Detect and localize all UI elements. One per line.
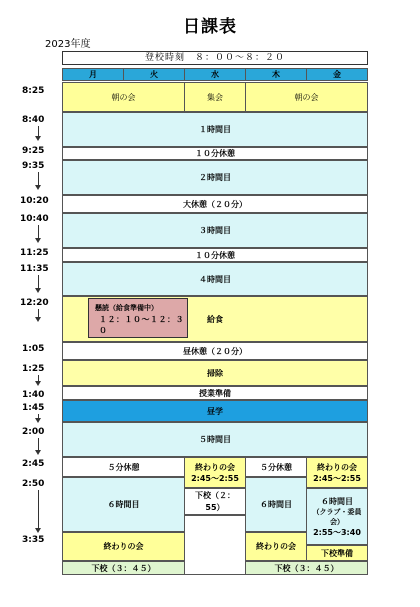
header-friday: 金	[306, 68, 368, 81]
dismissal-mon-tue: 下校（３：４５）	[62, 561, 185, 575]
period-6-fri-time: 2:55～3:40	[313, 527, 361, 537]
time-label: 10:20	[20, 196, 49, 206]
time-label: 10:40	[20, 214, 49, 224]
break-5min-thu: ５分休憩	[245, 457, 307, 477]
lunch-break: 昼休憩（２０分）	[62, 342, 368, 360]
time-label: 11:35	[20, 264, 49, 274]
time-label: 1:25	[22, 364, 45, 374]
period-1: １時間目	[62, 112, 368, 147]
page-title: 日課表	[183, 17, 237, 37]
arrow-down-icon	[35, 136, 41, 141]
closing-meeting-thu: 終わりの会	[245, 532, 307, 561]
arrow-line	[38, 438, 39, 450]
time-label: 9:35	[22, 161, 45, 171]
reading-time-box	[88, 298, 188, 338]
arrow-down-icon	[35, 238, 41, 243]
morning-meeting-mon-tue: 朝の会	[62, 82, 185, 112]
break-5min-mon-tue: ５分休憩	[62, 457, 185, 477]
period-4: ４時間目	[62, 262, 368, 296]
period-6-mon-tue: ６時間目	[62, 477, 185, 532]
break-10min: １０分休憩	[62, 147, 368, 160]
arrow-line	[38, 225, 39, 238]
period-3: ３時間目	[62, 213, 368, 248]
arrow-down-icon	[35, 528, 41, 533]
cleaning: 掃除	[62, 360, 368, 386]
period-5: ５時間目	[62, 422, 368, 457]
period-2: ２時間目	[62, 160, 368, 195]
break-10min: １０分休憩	[62, 248, 368, 262]
period-6-thu: ６時間目	[245, 477, 307, 532]
reading-label: 懸読（給食準備中）	[95, 304, 158, 312]
period-6-fri-label: ６時間目	[321, 496, 353, 506]
time-label: 3:35	[22, 535, 45, 545]
morning-meeting-thu-fri: 朝の会	[245, 82, 368, 112]
dismissal-thu-fri: 下校（３：４５）	[245, 561, 368, 575]
time-label: 9:25	[22, 146, 45, 156]
assembly-wed: 集会	[184, 82, 246, 112]
closing-fri-label: 終わりの会	[317, 462, 357, 472]
long-break: 大休憩（２０分）	[62, 195, 368, 213]
time-label: 8:40	[22, 115, 45, 125]
class-prep: 授業準備	[62, 386, 368, 400]
arrow-down-icon	[35, 317, 41, 322]
time-label: 2:00	[22, 427, 45, 437]
empty-wed	[184, 515, 246, 575]
closing-fri-time: 2:45～2:55	[313, 473, 361, 483]
arrow-down-icon	[35, 381, 41, 386]
arrow-line	[38, 309, 39, 317]
arrow-line	[38, 172, 39, 185]
time-label: 2:45	[22, 459, 45, 469]
dismissal-wed: 下校（２： 55）	[184, 488, 246, 515]
arrow-down-icon	[35, 185, 41, 190]
arrow-down-icon	[35, 418, 41, 423]
header-thursday: 木	[245, 68, 307, 81]
header-monday: 月	[62, 68, 124, 81]
time-label: 8:25	[22, 86, 45, 96]
arrival-time: 登校時刻 ８：００～８：２０	[62, 51, 368, 65]
dismissal-prep-fri: 下校準備	[306, 545, 368, 561]
header-wednesday: 水	[184, 68, 246, 81]
time-label: 1:45	[22, 403, 45, 413]
time-label: 12:20	[20, 298, 49, 308]
period-6-fri-sub: （クラブ・委員 会）	[312, 507, 362, 526]
lunch-label: 給食	[207, 314, 223, 324]
study: 昼学	[62, 400, 368, 422]
time-label: 1:40	[22, 390, 45, 400]
time-label: 11:25	[20, 248, 49, 258]
time-label: 2:50	[22, 479, 45, 489]
closing-meeting-wed	[184, 457, 246, 488]
arrow-line	[38, 275, 39, 288]
period-6-fri	[306, 488, 368, 545]
arrow-line	[38, 126, 39, 136]
header-tuesday: 火	[123, 68, 185, 81]
arrow-down-icon	[35, 288, 41, 293]
time-label: 1:05	[22, 344, 45, 354]
reading-time: １２：１０～１２：３０	[99, 315, 184, 335]
closing-wed-label: 終わりの会	[195, 462, 235, 472]
closing-wed-time: 2:45～2:55	[191, 473, 239, 483]
closing-meeting-mon-tue: 終わりの会	[62, 532, 185, 561]
arrow-line	[38, 490, 39, 528]
closing-meeting-fri	[306, 457, 368, 488]
arrow-down-icon	[35, 450, 41, 455]
school-year: 2023年度	[45, 39, 91, 50]
